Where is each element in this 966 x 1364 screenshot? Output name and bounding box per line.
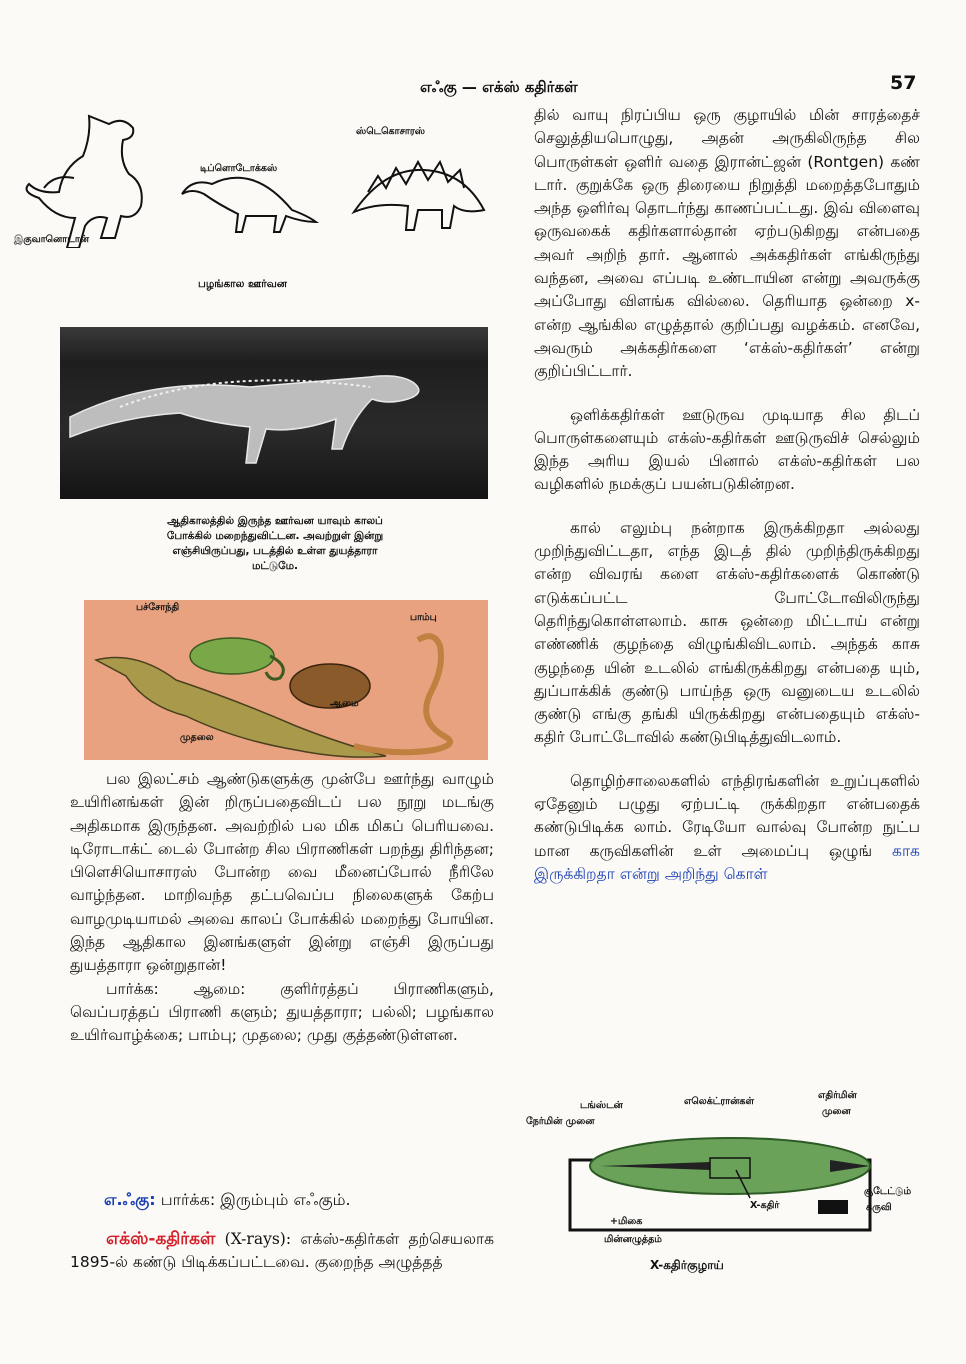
entry-xray: [70, 1228, 494, 1275]
entry-eku-head: எ.ஃகு:: [104, 1190, 156, 1209]
entry-xray-english: (X-rays):: [224, 1230, 292, 1248]
label-xray: X-கதிர்: [750, 1200, 780, 1211]
running-title: எஃகு — எக்ஸ் கதிர்கள்: [420, 78, 578, 96]
label-heater-1: சூடேட்டும்: [864, 1186, 912, 1197]
label-electrons: எலெக்ட்ரான்கள்: [684, 1096, 755, 1107]
rontgen-paragraph: தில் வாயு நிரப்பிய ஒரு குழாயில் மின் சாரத்தைச் செலுத்தியபொழுது, அதன் அருகிலிருந்த சில பொருள்கள் ஒளிர் வதை இரான்ட்ஜன் (Rontgen) கண் டார். குறுக்கே ஒரு திரையை நிறுத்தி மறைத்தபோதும் அந்த ஒளிர்வு தொடர்ந்து காணப்பட்டது. இவ் விளைவு ஒருவகைக் கதிர்களால்தான் ஏற்படுகிறது என்பதை அவர் அறிந் தார். ஆனால் அக்கதிர்கள் எங்கிருந்து வந்தன, அவை எப்படி உண்டாயின என்று அவருக்கு அப்போது விளங்க வில்லை. தெரியாத ஒன்றை x-என்ற ஆங்கில எழுத்தால் குறிப்பது வழக்கம். எனவே, அவரும் அக்கதிர்களை ‘எக்ஸ்-கதிர்கள்’ என்று குறிப்பிட்டார்.: [534, 106, 920, 381]
tuatara-photo: [60, 327, 488, 499]
right-column: [534, 104, 920, 886]
label-heater-2: கருவி: [866, 1202, 892, 1213]
penetration-paragraph: ஒளிக்கதிர்கள் ஊடுருவ முடியாத சில திடப் பொருள்களையும் எக்ஸ்-கதிர்கள் ஊடுருவிச் செல்லும் இந்த அரிய இயல் பினால் எக்ஸ்-கதிர்கள் பல வழிகளில் நமக்குப் பயன்படுகின்றன.: [534, 405, 920, 494]
entry-xray-head: எக்ஸ்-கதிர்கள்: [106, 1229, 216, 1249]
label-plus: +மிகை: [610, 1216, 643, 1227]
label-snake: பாம்பு: [410, 612, 437, 623]
industrial-use-paragraph: தொழிற்சாலைகளில் எந்திரங்களின் உறுப்புகளில் ஏதேனும் பழுது ஏற்பட்டி ருக்கிறதா என்பதைக் கண்டுபிடிக்க லாம். ரேடியோ வால்வு போன்ற நுட்ப மான கருவிகளின் உள் அமைப்பு ஒழுங் காக இருக்கிறதா என்று அறிந்து கொள்: [534, 771, 920, 883]
left-column: [70, 768, 494, 1048]
label-tungsten: டங்ஸ்டன்: [580, 1100, 623, 1111]
page-number: 57: [890, 72, 917, 94]
xray-tube-caption: X-கதிர்குழாய்: [650, 1258, 724, 1272]
entry-eku-text: பார்க்க: இரும்பும் எஃகும்.: [160, 1190, 351, 1209]
label-voltage: மின்னழுத்தம்: [604, 1234, 662, 1245]
label-tortoise: ஆமை: [330, 698, 359, 709]
label-stegosaurus: ஸ்டெகொசாரஸ்: [356, 126, 425, 137]
label-anode-2: முனை: [822, 1106, 851, 1117]
label-iguanodon: இகுவானொடான்: [14, 234, 89, 245]
dinosaurs-caption: பழங்கால ஊர்வன: [198, 278, 287, 290]
reptiles-paragraph: பல இலட்சம் ஆண்டுகளுக்கு முன்பே ஊர்ந்து வாழும் உயிரினங்கள் இன் றிருப்பதைவிடப் பல நூறு மடங்கு அதிகமாக இருந்தன. அவற்றில் பல மிக மிகப் பெரியவை. டிரோடாக்ட் டைல் போன்ற சில பிராணிகள் பறந்து திரிந்தன; பிளெசியொசாரஸ் போன்ற வை மீனைப்போல் நீரிலே வாழ்ந்தன. மாறிவந்த தட்பவெப்ப நிலைகளுக் கேற்ப வாழமுடியாமல் அவை காலப் போக்கில் மறைந்து போயின. இந்த ஆதிகால இனங்களுள் இன்று எஞ்சி இருப்பது துயத்தாரா ஒன்றுதான்!: [70, 770, 494, 975]
medical-use-paragraph: கால் எலும்பு நன்றாக இருக்கிறதா அல்லது முறிந்துவிட்டதா, எந்த இடத் தில் முறிந்திருக்கிறது என்ற விவரங் களை எக்ஸ்-கதிர்களைக் கொண்டு எடுக்கப்பட்ட போட்டோவிலிருந்து தெரிந்துகொள்ளலாம். காசு ஒன்றை மிட்டாய் என்று எண்ணிக் குழந்தை விழுங்கிவிடலாம். அந்தக் காசு குழந்தை யின் உடலில் எங்கிருக்கிறது என்பதை யும், துப்பாக்கிக் குண்டு பாய்ந்த ஒரு வனுடைய உடலில் குண்டு எங்கு தங்கி யிருக்கிறது என்பதையும் எக்ஸ்-கதிர் போட்டோவில் கண்டுபிடித்துவிடலாம்.: [534, 518, 920, 747]
reptiles-plate: [84, 600, 488, 760]
label-cathode: நேர்மின் முனை: [526, 1116, 595, 1127]
tuatara-caption: ஆதிகாலத்தில் இருந்த ஊர்வன யாவும் காலப் போக்கில் மறைந்துவிட்டன. அவற்றுள் இன்று எஞ்சியிருப்பது, படத்தில் உள்ள துயத்தாரா மட்டுமே.: [166, 515, 384, 572]
label-diplodocus: டிப்ளொடோக்கஸ்: [200, 163, 278, 174]
label-crocodile: முதலை: [180, 732, 214, 743]
label-chameleon: பச்சோந்தி: [136, 602, 180, 613]
see-also-paragraph: பார்க்க: ஆமை: குளிர்ரத்தப் பிராணிகளும், வெப்பரத்தப் பிராணி களும்; துயத்தாரா; பல்லி; பழங்கால உயிர்வாழ்க்கை; பாம்பு; முதலை; முது குத்தண்டுள்ளன.: [70, 979, 494, 1045]
entry-eku: [104, 1190, 351, 1211]
entry-xray-text: எக்ஸ்-கதிர்கள் தற்செயலாக 1895-ல் கண்டு பிடிக்கப்பட்டவை. குறைந்த அழுத்தத்: [70, 1230, 494, 1272]
label-anode-1: எதிர்மின்: [818, 1090, 857, 1101]
